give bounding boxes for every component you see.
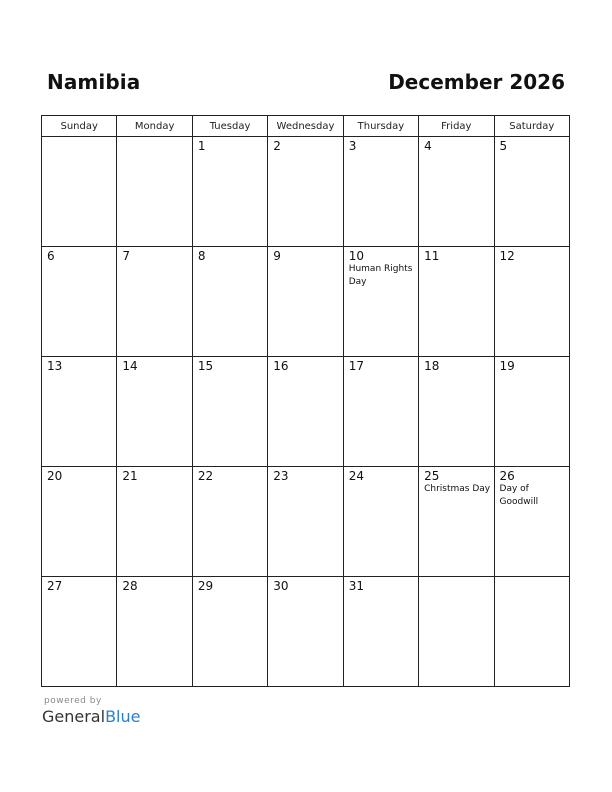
week-row [42, 357, 570, 467]
week-row [42, 467, 570, 577]
day-cell[interactable] [117, 357, 192, 467]
day-number: 24 [348, 469, 364, 483]
day-cell[interactable] [268, 137, 343, 247]
day-number: 12 [499, 249, 515, 263]
day-cell[interactable] [192, 137, 267, 247]
day-number: 19 [499, 359, 515, 373]
month-title: December 2026 [388, 70, 565, 94]
country-title: Namibia [47, 70, 141, 94]
week-row [42, 137, 570, 247]
weekday-thursday: Thursday [343, 116, 418, 137]
day-cell[interactable] [117, 577, 192, 687]
day-number: 21 [122, 469, 138, 483]
holiday-label: Human Rights Day [348, 264, 413, 287]
calendar-grid [41, 115, 570, 687]
day-number: 4 [424, 139, 432, 153]
day-number: 11 [424, 249, 440, 263]
holiday-label: Day of Goodwill [499, 484, 539, 507]
day-number: 7 [122, 249, 131, 263]
day-cell[interactable] [343, 247, 418, 357]
day-cell[interactable] [419, 247, 494, 357]
day-cell[interactable] [494, 137, 569, 247]
day-number: 10 [348, 249, 364, 263]
day-number: 15 [197, 359, 214, 373]
day-cell[interactable] [192, 467, 267, 577]
day-number: 14 [122, 359, 138, 373]
weekday-wednesday: Wednesday [268, 116, 343, 137]
day-number: 6 [47, 249, 55, 263]
day-cell[interactable] [192, 247, 267, 357]
empty-day-cell [494, 577, 569, 687]
day-cell[interactable] [192, 577, 267, 687]
day-cell[interactable] [494, 467, 569, 577]
footer-branding [42, 696, 140, 726]
day-number: 31 [348, 579, 364, 593]
week-row [42, 577, 570, 687]
day-cell[interactable] [268, 247, 343, 357]
brand-blue-text: Blue [105, 707, 141, 726]
day-number: 30 [273, 579, 289, 593]
day-number: 13 [47, 359, 63, 373]
day-cell[interactable] [494, 247, 569, 357]
day-number: 9 [273, 249, 281, 263]
day-cell[interactable] [192, 357, 267, 467]
day-cell[interactable] [42, 357, 117, 467]
day-number: 16 [273, 359, 289, 373]
weekday-monday: Monday [117, 116, 192, 137]
day-number: 2 [273, 139, 281, 153]
day-cell[interactable] [343, 467, 418, 577]
day-cell[interactable] [117, 247, 192, 357]
day-cell[interactable] [419, 467, 494, 577]
day-cell[interactable] [268, 577, 343, 687]
day-cell[interactable] [419, 137, 494, 247]
day-cell[interactable] [494, 357, 569, 467]
day-number: 25 [424, 469, 440, 483]
day-cell[interactable] [343, 137, 418, 247]
empty-day-cell [117, 137, 192, 247]
day-number: 23 [273, 469, 289, 483]
day-cell[interactable] [268, 467, 343, 577]
day-cell[interactable] [117, 467, 192, 577]
day-number: 22 [197, 469, 214, 483]
day-number: 8 [197, 249, 206, 263]
day-cell[interactable] [343, 577, 418, 687]
day-number: 29 [197, 579, 214, 593]
day-number: 20 [47, 469, 63, 483]
weekday-tuesday: Tuesday [192, 116, 267, 137]
day-number: 27 [47, 579, 63, 593]
weekday-saturday: Saturday [494, 116, 569, 137]
day-number: 18 [424, 359, 440, 373]
day-cell[interactable] [42, 247, 117, 357]
day-cell[interactable] [42, 467, 117, 577]
weekday-header-row [42, 116, 570, 137]
weekday-friday: Friday [419, 116, 494, 137]
day-cell[interactable] [42, 577, 117, 687]
day-number: 28 [122, 579, 138, 593]
brand-logo[interactable] [42, 707, 140, 726]
day-number: 5 [499, 139, 508, 153]
day-number: 26 [499, 469, 515, 483]
brand-general-text: General [42, 707, 106, 726]
week-row [42, 247, 570, 357]
day-number: 3 [348, 139, 357, 153]
holiday-label: Christmas Day [424, 484, 491, 494]
day-cell[interactable] [419, 357, 494, 467]
day-cell[interactable] [343, 357, 418, 467]
day-number: 1 [197, 139, 206, 153]
day-number: 17 [348, 359, 364, 373]
weekday-sunday: Sunday [42, 116, 117, 137]
day-cell[interactable] [268, 357, 343, 467]
empty-day-cell [42, 137, 117, 247]
empty-day-cell [419, 577, 494, 687]
powered-by-text: powered by [44, 696, 102, 706]
